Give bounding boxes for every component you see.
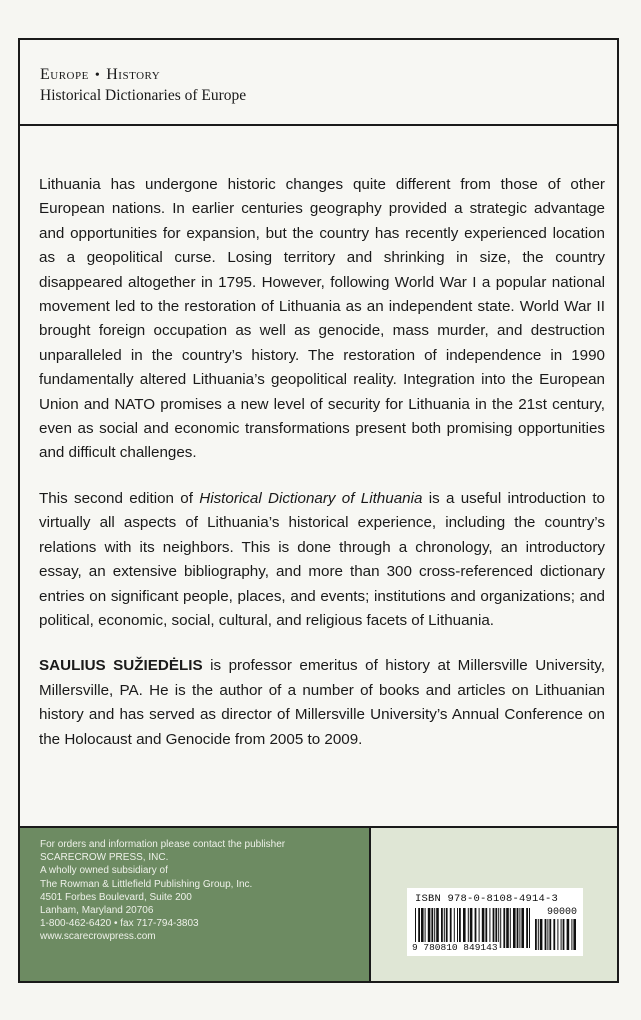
- barcode-bar: [557, 919, 558, 950]
- publisher-contact-line: For orders and information please contact the publisher: [40, 839, 286, 850]
- barcode-bar: [553, 919, 555, 950]
- barcode-panel: [369, 826, 617, 981]
- category-europe: Europe: [40, 66, 89, 83]
- publisher-subsidiary-line: A wholly owned subsidiary of: [40, 865, 168, 877]
- back-cover-frame: [18, 38, 619, 983]
- barcode-bar: [563, 919, 565, 950]
- barcode-bar: [567, 919, 570, 950]
- publisher-city: Lanham, Maryland 20706: [40, 905, 154, 917]
- publisher-website: www.scarecrowpress.com: [40, 931, 156, 943]
- series-title: Historical Dictionaries of Europe: [40, 87, 247, 104]
- subject-categories: [40, 66, 160, 84]
- publisher-street: 4501 Forbes Boulevard, Suite 200: [40, 891, 192, 903]
- ean-digits: 9 780810 849143: [412, 942, 498, 953]
- paragraph-2-rest: is a useful introduction to virtually all aspects of Lithuania’s historical experience, including the country’s relations with its neighbors. This is done through a chronology, an introductory essay, an extensive bibliography, and more than 300 cross-referenced dictionary entries on significant people, places, and events; institutions and organizations; and political, economic, social, cultural, and religious facets of Lithuania.: [39, 489, 605, 629]
- barcode-bar: [535, 919, 537, 950]
- barcode-bar: [573, 919, 576, 950]
- barcode-bar: [503, 908, 505, 948]
- barcode-bar: [526, 908, 528, 948]
- barcode-bar: [517, 908, 519, 948]
- publisher-parent-company: The Rowman & Littlefield Publishing Group, Inc.: [40, 878, 253, 890]
- isbn-label: ISBN 978-0-8108-4914-3: [415, 893, 559, 905]
- barcode-bar: [571, 919, 572, 950]
- barcode-bar: [500, 908, 501, 948]
- author-name: SAULIUS SUŽIEDĖLIS: [39, 657, 203, 675]
- barcode-bar: [547, 919, 548, 950]
- barcode-bar: [538, 919, 539, 950]
- author-bio-text: is professor emeritus of history at Millersville University, Millersville, PA. He is the author of a number of books and articles on Lithuanian history and has served as director of Millersville University’s Annual Conference on the Holocaust and Genocide from 2005 to 2009.: [39, 657, 605, 748]
- barcode-bar: [506, 908, 509, 948]
- publisher-info: [20, 826, 369, 981]
- series-header: [20, 40, 617, 126]
- barcode-bar: [549, 919, 551, 950]
- price-code: 90000: [546, 907, 577, 918]
- publisher-phone-fax: 1-800-462-6420 • fax 717-794-3803: [40, 918, 199, 930]
- description-paragraph-2: [39, 487, 605, 633]
- barcode-bar: [529, 908, 530, 948]
- barcode-bar: [519, 908, 520, 948]
- barcode-bar: [540, 919, 543, 950]
- description-block: [39, 173, 605, 773]
- description-paragraph-1: Lithuania has undergone historic changes quite different from those of other European nations. In earlier centuries geography provided a strategic advantage and opportunities for expansion, but the country has recently experienced location as a geopolitical curse. Losing territory and shrinking in size, the country disappeared altogether in 1795. However, following World War I a popular national movement led to the restoration of Lithuania as an independent state. World War II brought foreign occupation as well as genocide, mass murder, and destruction unparalleled in the country’s history. The restoration of independence in 1990 fundamentally altered Lithuania’s geopolitical reality. Integration into the European Union and NATO promises a new level of security for Lithuania in the 21st century, even as social and economic transformations present both promising opportunities and difficult challenges.: [39, 176, 605, 462]
- category-history: History: [106, 66, 161, 83]
- category-separator: •: [94, 68, 101, 83]
- barcode-bar: [513, 908, 516, 948]
- barcode: [407, 888, 583, 956]
- publisher-name: SCARECROW PRESS, INC.: [40, 852, 169, 864]
- barcode-bar: [510, 908, 511, 948]
- barcode-bar: [545, 919, 547, 950]
- barcode-bar: [561, 919, 562, 950]
- book-title: Historical Dictionary of Lithuania: [199, 489, 423, 507]
- barcode-bar: [521, 908, 524, 948]
- paragraph-2-intro: This second edition of: [39, 489, 200, 507]
- author-bio: [39, 654, 605, 752]
